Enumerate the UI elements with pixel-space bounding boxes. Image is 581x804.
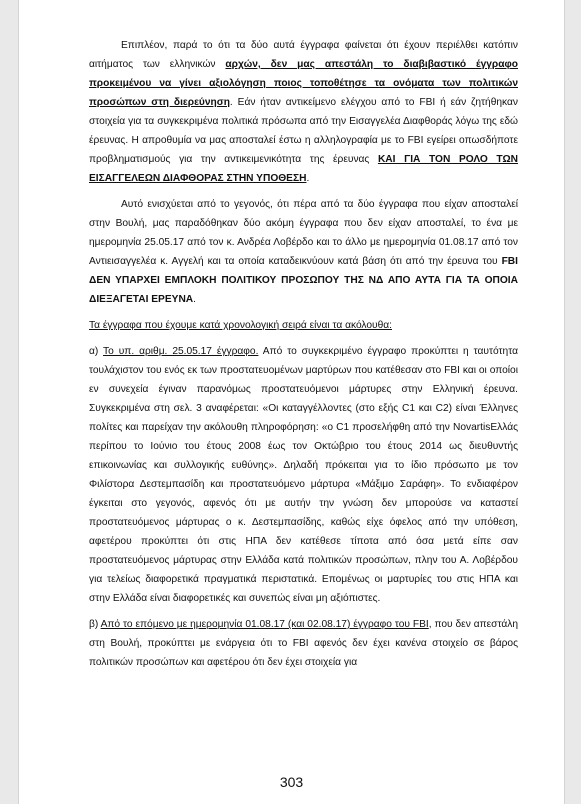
document-page [18, 0, 565, 804]
paragraph-1 [89, 36, 518, 188]
emphasis-text: ΚΑΙ ΓΙΑ ΤΟΝ ΡΟΛΟ ΤΩΝ ΕΙΣΑΓΓΕΛΕΩΝ ΔΙΑΦΘΟΡΑΣ ΣΤΗΝ ΥΠΟΘΕΣΗ [89, 154, 518, 184]
page-body [89, 36, 518, 679]
emphasis-text: FBI ΔΕΝ ΥΠΑΡΧΕΙ ΕΜΠΛΟΚΗ ΠΟΛΙΤΙΚΟΥ ΠΡΟΣΩΠΟΥ ΤΗΣ ΝΔ ΑΠΟ ΑΥΤΑ ΓΙΑ ΤΑ ΟΠΟΙΑ ΔΙΕΞΑΓΕΤΑΙ ΕΡΕΥΝΑ [89, 256, 518, 305]
paragraph-2 [89, 195, 518, 309]
paragraph-text: . [193, 294, 197, 305]
paragraph-item-b [89, 615, 518, 672]
paragraph-text: Από το συγκεκριμένο έγγραφο προκύπτει η ταυτότητα τουλάχιστον του ενός εκ των προστατευομένων μαρτύρων που κατέθεσαν στο FBI και οι οποίοι εν συνεχεία έγιναν παρανόμως προστατευόμενοι μάρτυρες στην Ελληνική έρευνα. Συγκεκριμένα στη σελ. 3 αναφέρεται: «Οι καταγγέλλοντες (στο εξής C1 και C2) είναι Έλληνες πολίτες και παρείχαν την ακόλουθη πληροφόρηση: «ο C1 προσελήφθη από την NovartisΕλλάς περίπου το Ιούνιο του έτους 2008 έως τον Οκτώβριο του έτους 2014 ως διευθυντής επικοινωνίας και συλλογικής ευθύνης». Δηλαδή πρόκειται για το ίδιο πρόσωπο με τον Φιλίστορα Δεστεμπασίδη και προστατευόμενο μάρτυρα «Μάξιμο Σαράφη». Το ενδιαφέρον έγκειται στο γεγονός, αφενός ότι με αυτήν την γνώση δεν μπορούσε να καταστεί προστατευόμενος μάρτυρας ο κ. Δεστεμπασίδης, καθώς είχε όφελος από την υπόθεση, αφετέρου προκύπτει ότι στις ΗΠΑ δεν κατέθεσε τίποτα από όσα μετά είπε σαν προστατευόμενος μάρτυρας στην Ελλάδα κατά πολιτικών προσώπων, πλην του Α. Λοβέρδου για τελείως διαφορετικά πραγματικά περιστατικά. Επομένως οι μαρτυρίες του στις ΗΠΑ και στην Ελλάδα είναι διαφορετικές και συνεπώς είναι μη αξιόπιστες. [89, 346, 518, 604]
paragraph-text: . Εάν ήταν αντικείμενο ελέγχου από το FBI ή εάν ζητήθηκαν στοιχεία για τα συγκεκριμένα πολιτικά πρόσωπα από την Εισαγγελέα Διαφθοράς λόγω της εδώ έρευνας. Η απροθυμία να μας αποσταλεί έστω η αλληλογραφία με το FBI εγείρει οπωσδήποτε προβληματισμούς για την αντικειμενικότητα της έρευνας [89, 97, 519, 165]
emphasis-text: αρχών, δεν μας απεστάλη το διαβιβαστικό έγγραφο προκειμένου να γίνει αξιολόγηση ποιος τοποθέτησε τα ονόματα των πολιτικών προσώπων στη διερεύνηση [89, 59, 518, 108]
item-title: Το υπ. αριθμ. 25.05.17 έγγραφο. [103, 346, 259, 357]
item-marker: β) [89, 619, 101, 630]
paragraph-text: . [306, 173, 310, 184]
list-heading: Τα έγγραφα που έχουμε κατά χρονολογική σειρά είναι τα ακόλουθα: [89, 320, 392, 331]
paragraph-item-a [89, 342, 518, 608]
item-title: Από το επόμενο με ημερομηνία 01.08.17 (και 02.08.17) έγγραφο του FBI [100, 619, 429, 630]
paragraph-text: Αυτό ενισχύεται από το γεγονός, ότι πέρα από τα δύο έγγραφα που είχαν αποσταλεί στην Βουλή, μας παραδόθηκαν δύο ακόμη έγγραφα που δεν είχαν αποσταλεί, το ένα με ημερομηνία 25.05.17 από τον κ. Ανδρέα Λοβέρδο και το άλλο με ημερομηνία 01.08.17 από τον Αντιεισαγγελέα κ. Αγγελή και τα οποία καταδεικνύουν κατά βάση ότι από την έρευνα του [89, 199, 518, 267]
paragraph-text: Επιπλέον, παρά το ότι τα δύο αυτά έγγραφα φαίνεται ότι έχουν περιέλθει κατόπιν αιτήματος των ελληνικών [89, 40, 518, 70]
item-marker: α) [89, 346, 104, 357]
paragraph-text: , που δεν απεστάλη στη Βουλή, προκύπτει με ενάργεια ότι το FBI αφενός δεν έχει κανένα στοιχείο σε βάρος πολιτικών προσώπων και αφετέρου ότι δεν έχει στοιχεία για [89, 619, 518, 668]
page-number: 303 [279, 774, 304, 790]
